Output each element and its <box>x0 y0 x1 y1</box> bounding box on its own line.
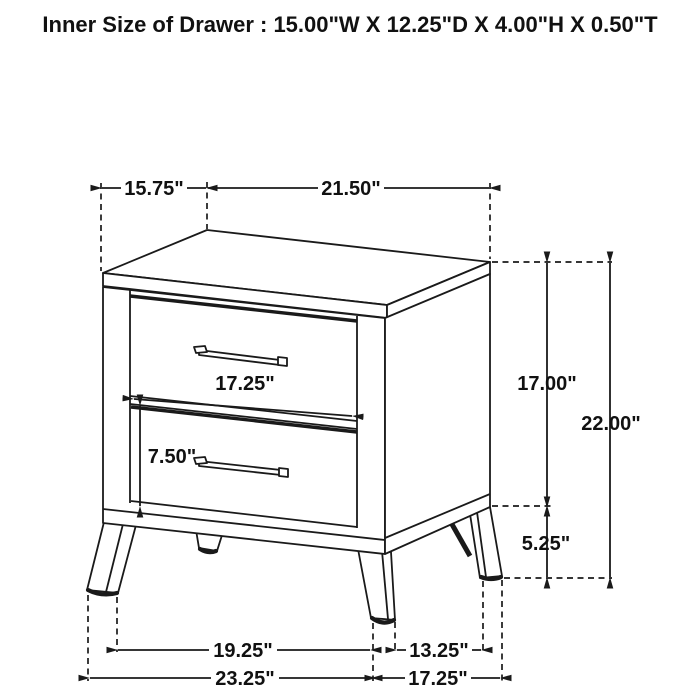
dim-label-top-width: 21.50" <box>321 178 381 200</box>
cabinet-side <box>385 274 490 554</box>
nightstand-drawing <box>87 230 502 623</box>
dim-label-top-depth: 15.75" <box>124 178 184 200</box>
dim-label-drawer-height: 7.50" <box>147 446 197 468</box>
dim-label-overall-width: 23.25" <box>215 668 275 690</box>
dim-label-side-leg-spacing: 13.25" <box>409 640 469 662</box>
dim-label-case-height: 17.00" <box>517 373 577 395</box>
diagram-title: Inner Size of Drawer : 15.00"W X 12.25"D X 4.00"H X 0.50"T <box>42 12 658 37</box>
dim-label-overall-height: 22.00" <box>581 413 641 435</box>
dim-label-drawer-width: 17.25" <box>215 373 275 395</box>
dim-label-overall-depth: 17.25" <box>408 668 468 690</box>
cabinet-front <box>103 287 385 554</box>
dim-label-leg-height: 5.25" <box>521 533 571 555</box>
dim-label-front-leg-spacing: 19.25" <box>213 640 273 662</box>
front-left-leg <box>87 522 136 594</box>
front-right-leg <box>358 549 395 623</box>
